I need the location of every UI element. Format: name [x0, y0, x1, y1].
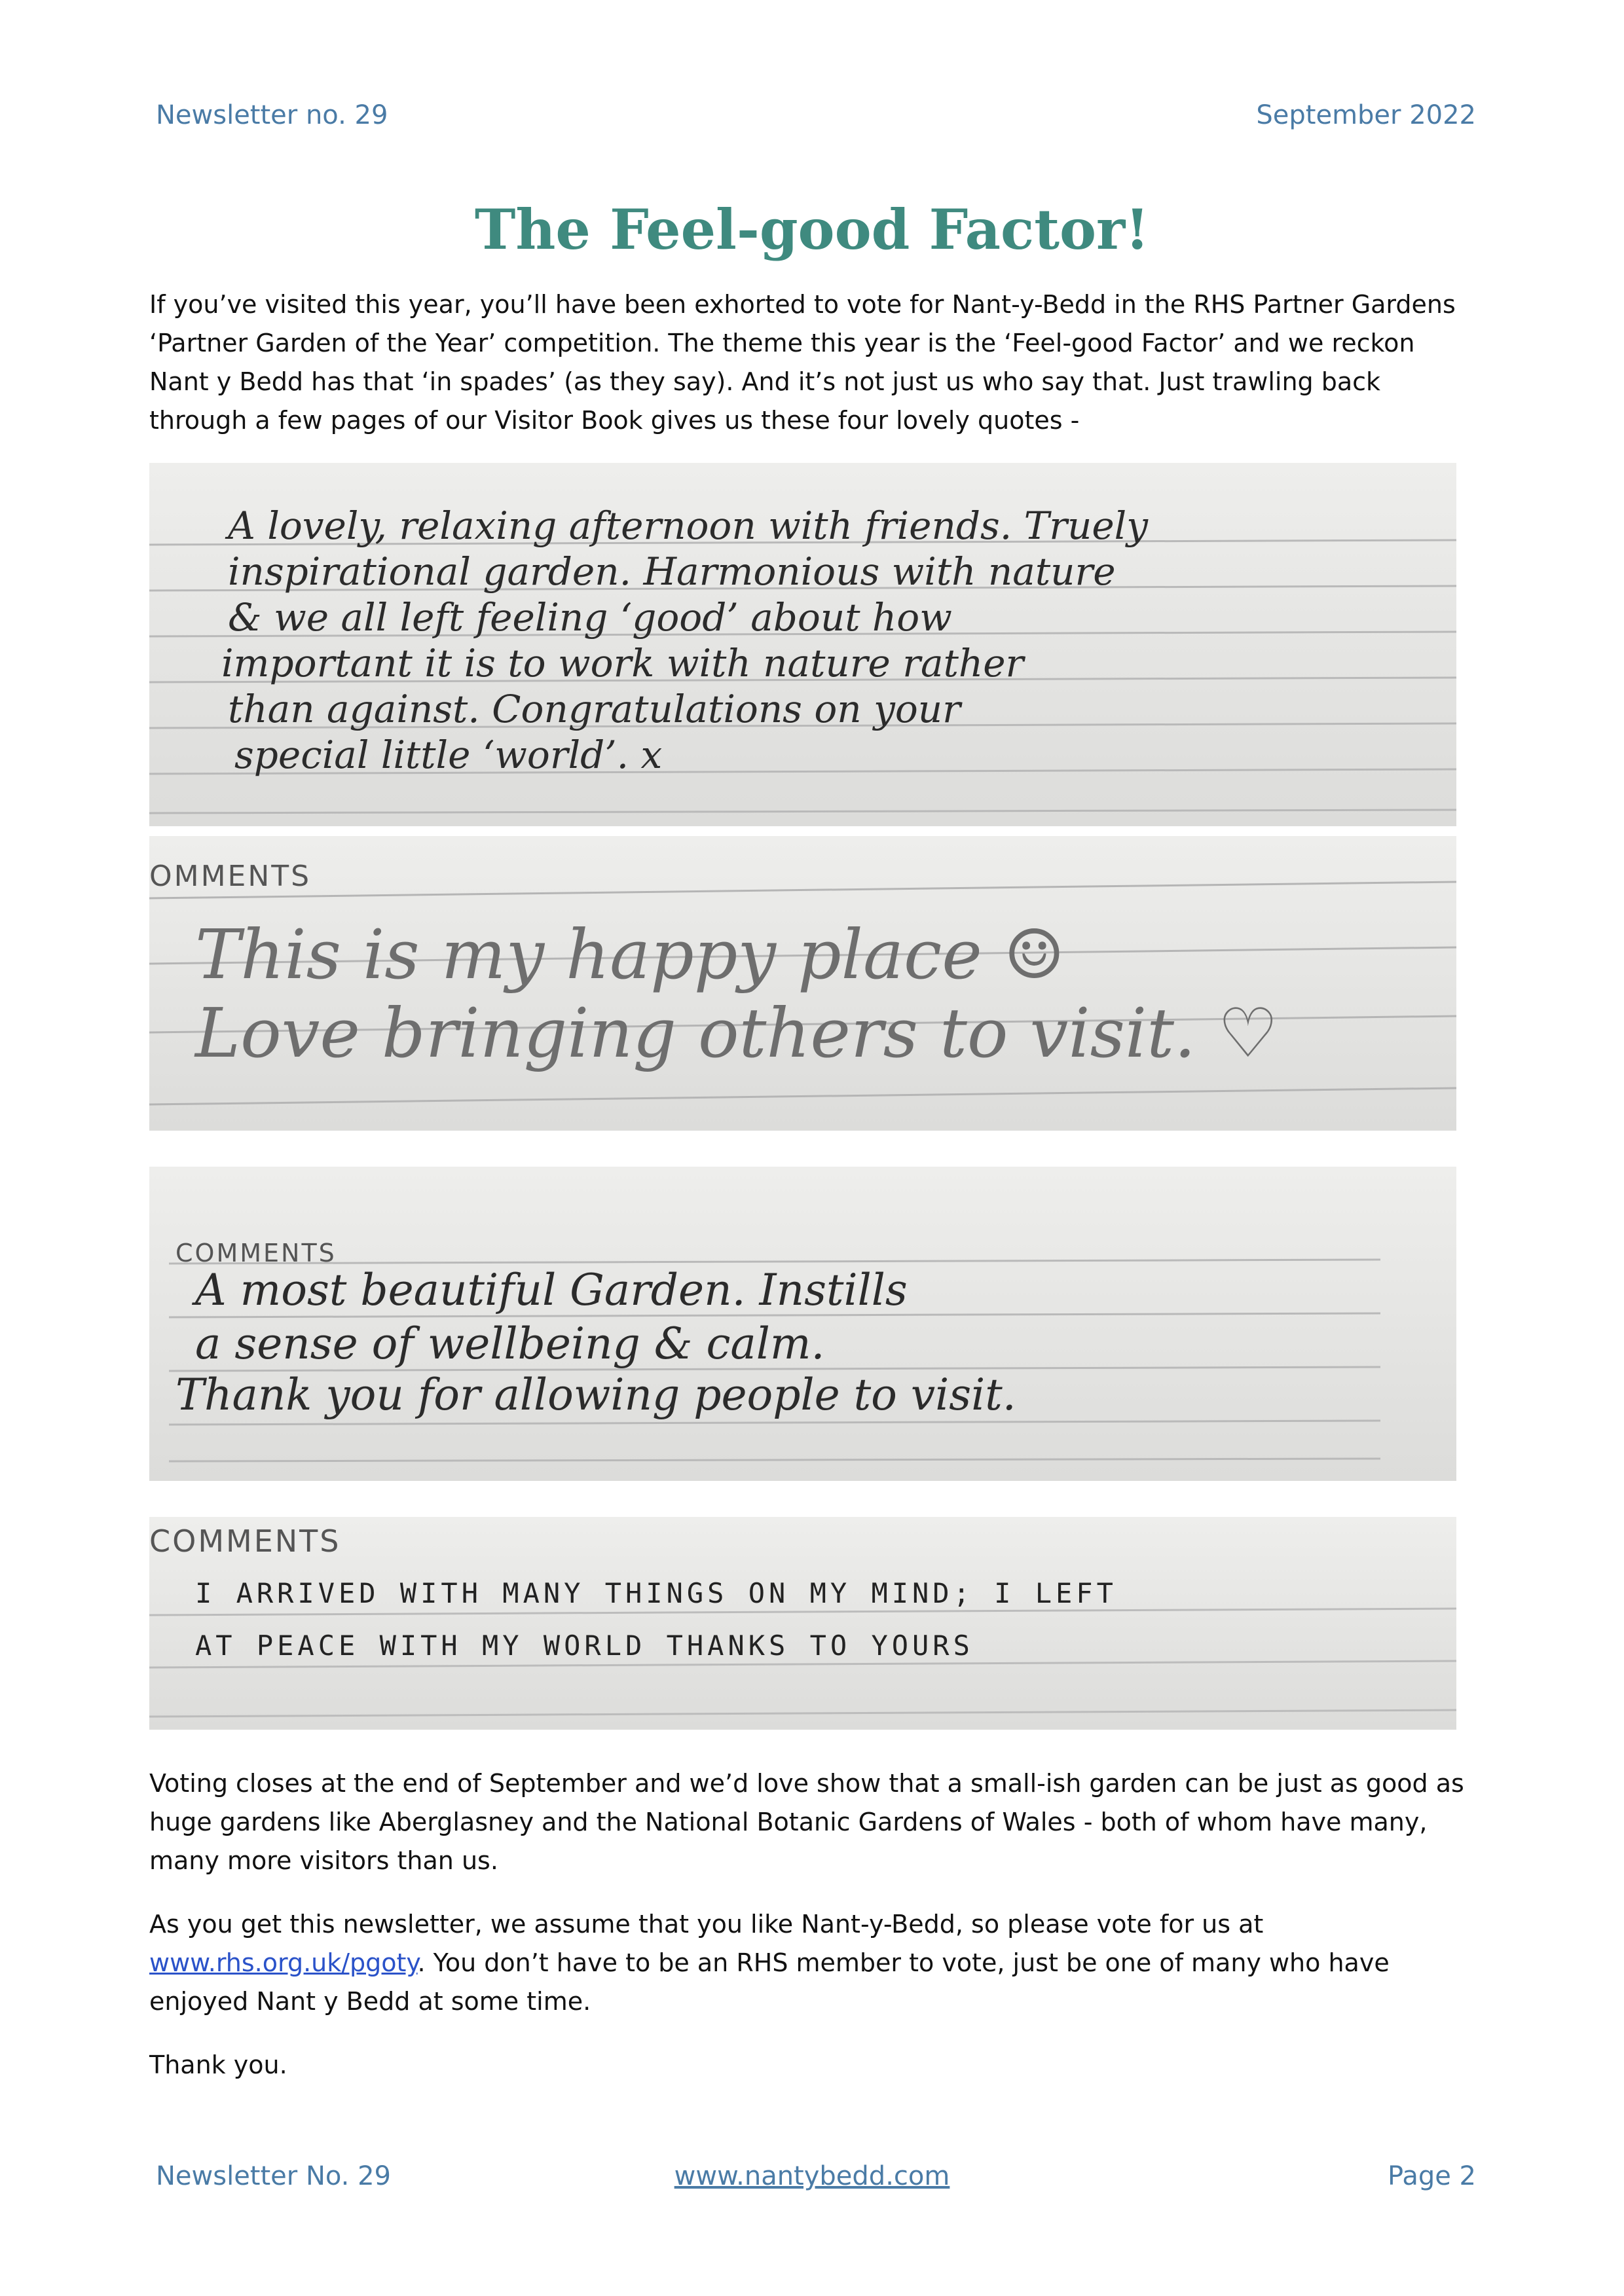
vote-call-paragraph	[149, 1905, 1479, 2021]
handwritten-line: a sense of wellbeing & calm.	[195, 1319, 825, 1369]
footer-newsletter-number: Newsletter No. 29	[156, 2161, 391, 2191]
handwritten-line: AT PEACE WITH MY WORLD THANKS TO YOURS	[195, 1630, 974, 1662]
header-newsletter-number: Newsletter no. 29	[156, 100, 388, 130]
handwritten-line: Love bringing others to visit. ♡	[195, 993, 1279, 1073]
handwritten-line: I ARRIVED WITH MANY THINGS ON MY MIND; I LEFT	[195, 1577, 1117, 1609]
handwritten-line: special little ‘world’. x	[234, 733, 663, 777]
handwritten-line: This is my happy place ☺	[195, 915, 1065, 994]
handwritten-line: important it is to work with nature rather	[221, 641, 1024, 685]
ruled-lines	[149, 1517, 1456, 1730]
header-date: September 2022	[1256, 100, 1476, 130]
vote-text-before: As you get this newsletter, we assume that you like Nant-y-Bedd, so please vote for us at	[149, 1910, 1264, 1939]
handwritten-line: A lovely, relaxing afternoon with friends. Truely	[228, 503, 1148, 548]
visitor-book-photo-4	[149, 1517, 1456, 1730]
visitor-book-photo-2	[149, 836, 1456, 1131]
page-number: Page 2	[1388, 2161, 1476, 2191]
handwritten-line: & we all left feeling ‘good’ about how	[228, 595, 952, 640]
handwritten-line: A most beautiful Garden. Instills	[195, 1265, 908, 1315]
comments-label: COMMENTS	[149, 1523, 341, 1559]
voting-paragraph: Voting closes at the end of September and we’d love show that a small-ish garden can be just as good as huge gardens like Aberglasney and the National Botanic Gardens of Wales - both of whom have many, many more visitors than us.	[149, 1769, 1464, 1875]
thanks-text: Thank you.	[149, 2050, 287, 2079]
handwritten-line: than against. Congratulations on your	[228, 687, 961, 731]
visitor-book-photo-1	[149, 463, 1456, 826]
comments-label: OMMENTS	[149, 860, 312, 893]
comments-label: COMMENTS	[175, 1239, 337, 1267]
footer-center	[0, 2160, 1624, 2192]
page-title: The Feel-good Factor!	[474, 197, 1150, 262]
rhs-vote-link[interactable]: www.rhs.org.uk/pgoty	[149, 1948, 418, 1977]
visitor-book-photo-3	[149, 1167, 1456, 1481]
intro-paragraph: If you’ve visited this year, you’ll have been exhorted to vote for Nant-y-Bedd in the RHS Partner Gardens ‘Partner Garden of the Year’ competition. The theme this year is the ‘Feel-good Factor’ and we reckon Nant y Bedd has that ‘in spades’ (as they say). And it’s not just us who say that. Just trawling back through a few pages of our Visitor Book gives us these four lovely quotes -	[149, 290, 1456, 435]
vote-text-after: . You don’t have to be an RHS member to vote, just be one of many who have enjoyed Nant y Bedd at some time.	[149, 1948, 1390, 2016]
website-link[interactable]: www.nantybedd.com	[674, 2161, 950, 2191]
handwritten-line: Thank you for allowing people to visit.	[175, 1370, 1016, 1420]
handwritten-line: inspirational garden. Harmonious with nature	[228, 549, 1116, 594]
